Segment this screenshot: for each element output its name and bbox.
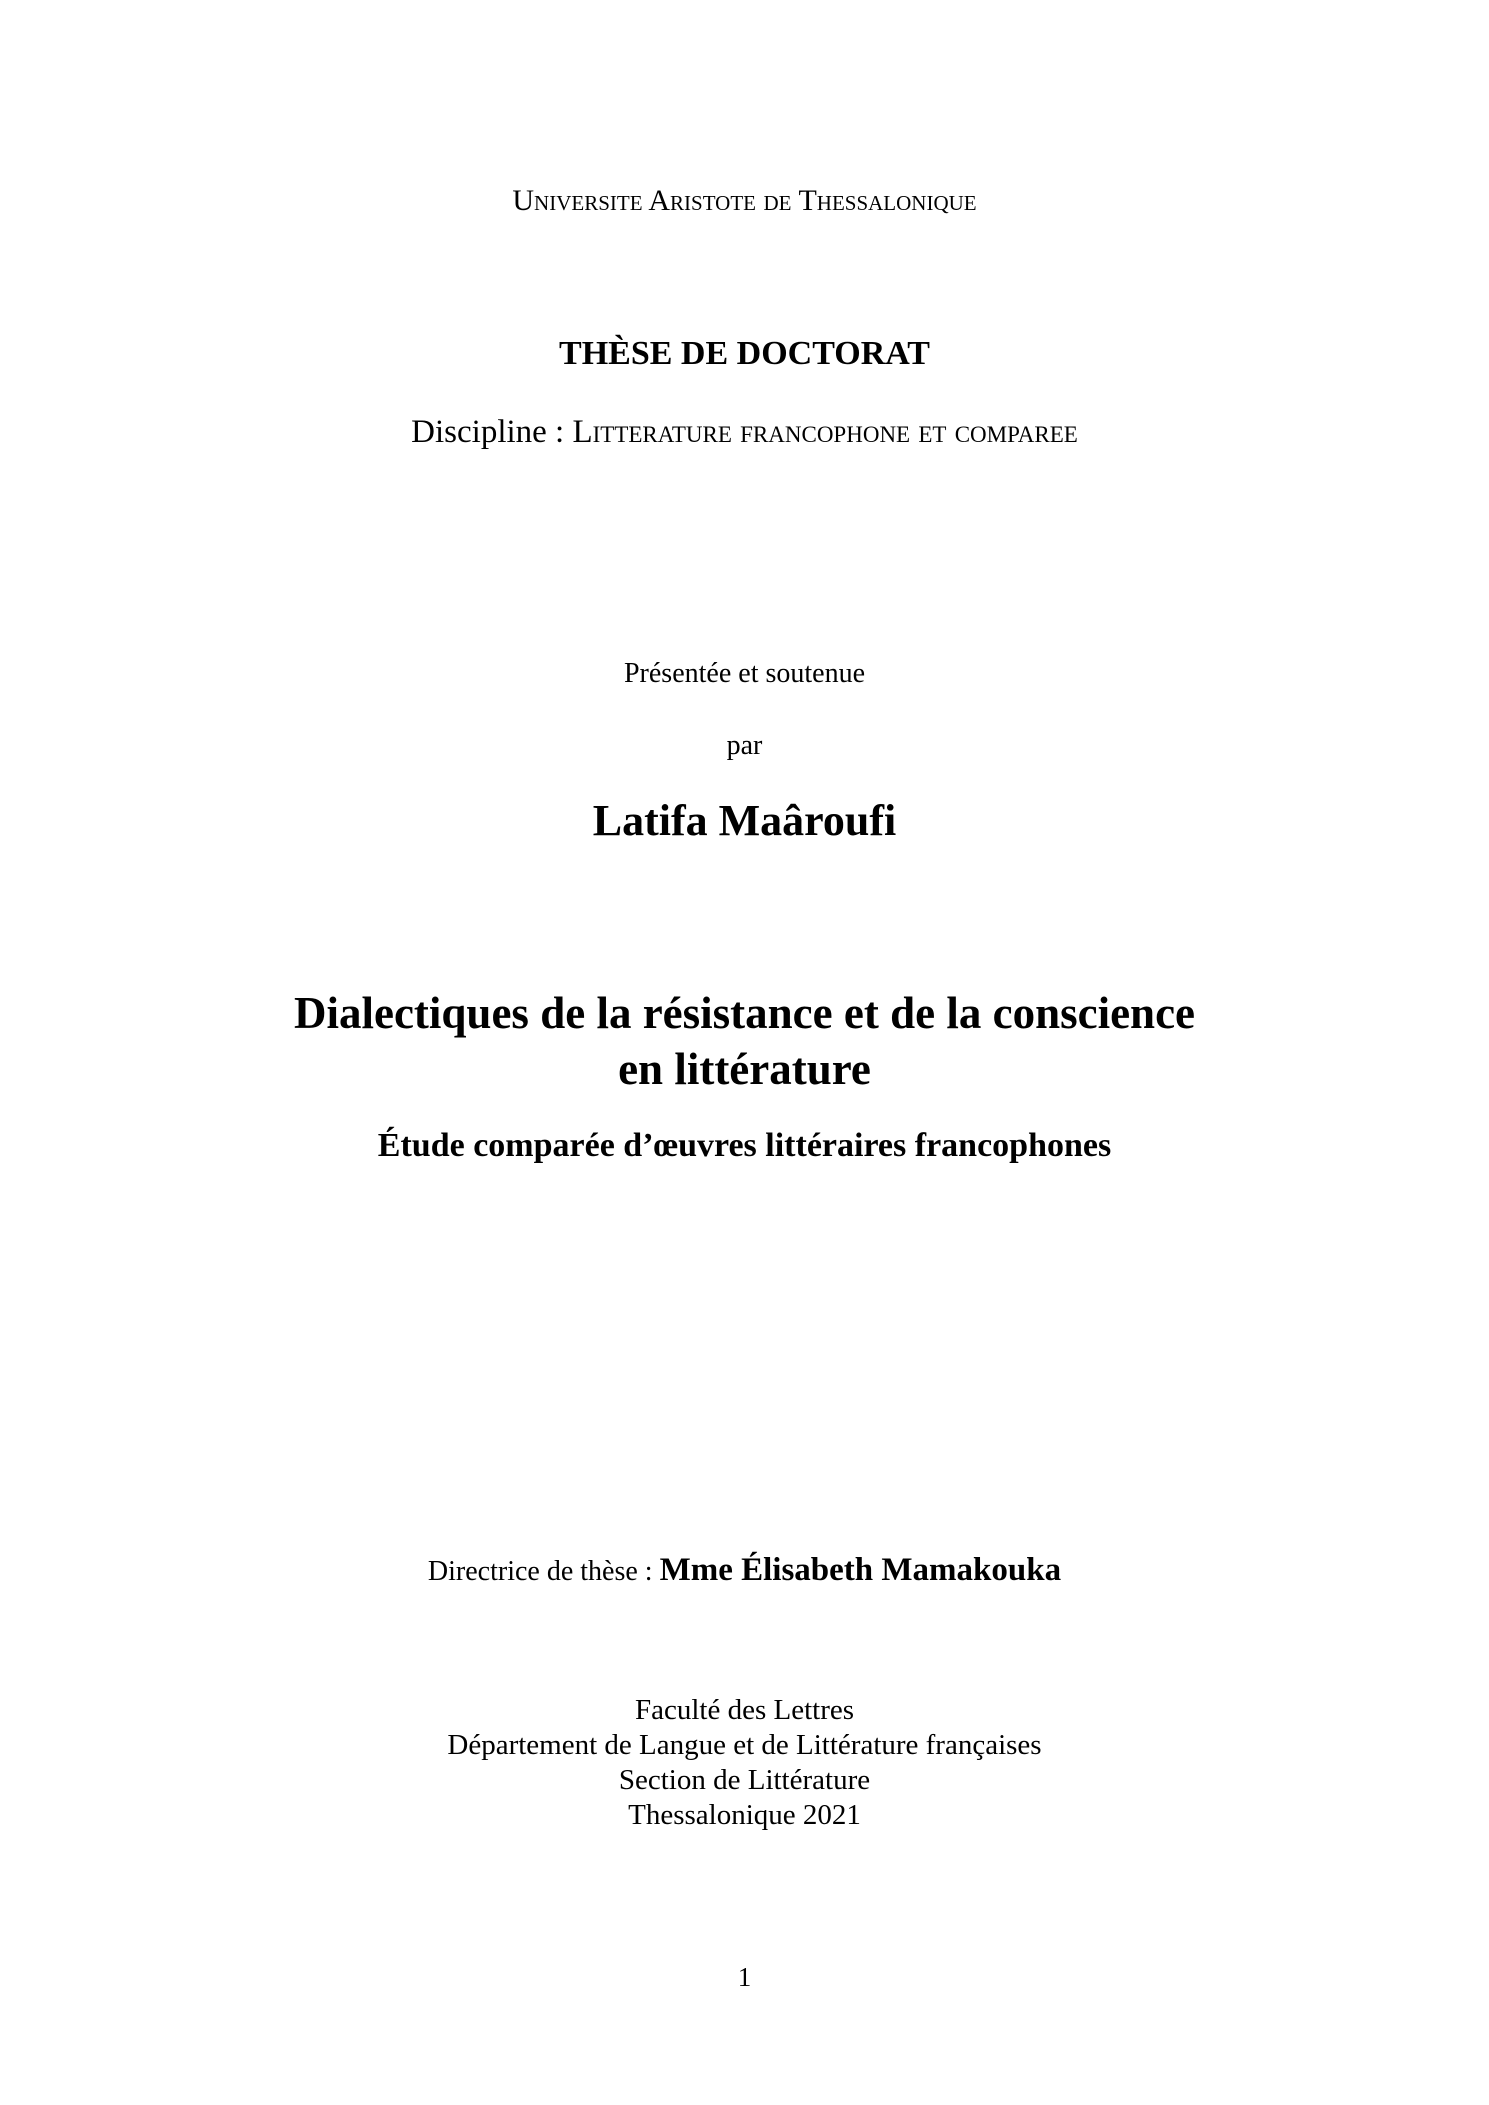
faculty-name: Faculté des Lettres <box>634 1694 855 1726</box>
university-name: Universite Aristote de Thessalonique <box>512 184 977 217</box>
supervisor-line <box>0 1552 1489 1590</box>
place-and-year: Thessalonique 2021 <box>628 1799 861 1831</box>
supervisor-name: Mme Élisabeth Mamakouka <box>659 1552 1062 1588</box>
page-number: 1 <box>737 1962 752 1992</box>
thesis-title-line-2: en littérature <box>618 1044 871 1094</box>
author-name: Latifa Maâroufi <box>592 796 897 845</box>
by-text: par <box>726 730 763 761</box>
discipline-label: Discipline : <box>411 414 573 450</box>
discipline-line <box>0 414 1489 452</box>
department-name: Département de Langue et de Littérature françaises <box>447 1729 1042 1761</box>
thesis-type: THÈSE DE DOCTORAT <box>559 335 930 372</box>
supervisor-label: Directrice de thèse : <box>427 1556 660 1587</box>
section-name: Section de Littérature <box>618 1764 871 1796</box>
discipline-value: Litterature francophone et comparee <box>572 414 1078 450</box>
thesis-subtitle: Étude comparée d’œuvres littéraires francophones <box>377 1127 1112 1164</box>
thesis-title-line-1: Dialectiques de la résistance et de la conscience <box>293 988 1196 1038</box>
presented-text: Présentée et soutenue <box>623 658 866 689</box>
